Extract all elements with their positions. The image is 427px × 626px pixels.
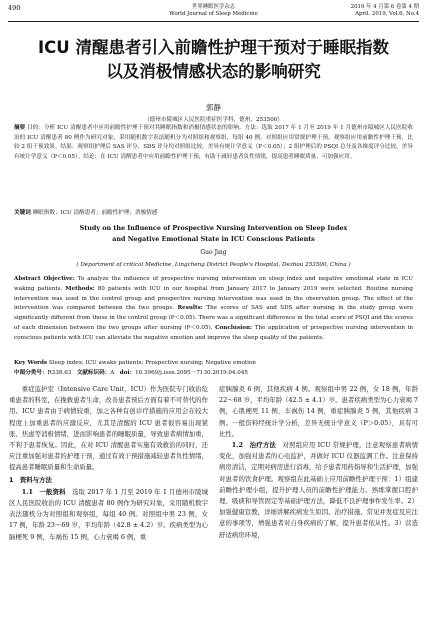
paper-title	[0, 36, 427, 84]
keywords-en-label: Key Words	[14, 360, 48, 366]
issue-date-cn: 2019 年 4 月第 6 卷第 4 期	[350, 4, 419, 10]
objective-label: Objective:	[43, 276, 75, 282]
journal-name-cn: 世界睡眠医学杂志	[191, 4, 236, 10]
classification-line	[14, 369, 413, 379]
results-text: The scores of SAS and SDS after nursing in the study group were significantly different from those in the control group (P＜0.05). There was a significant difference in the total score of PSQI and the scores of each dimension between the two groups after nursing (P＜0.05).	[14, 305, 414, 331]
english-title	[0, 223, 427, 245]
keywords-en	[14, 359, 413, 369]
clc-label: 中图分类号：	[14, 370, 48, 376]
journal-name-en: World Journal of Sleep Medicine	[169, 11, 258, 17]
english-author: Guo Jing	[200, 249, 227, 256]
body-column-left	[9, 384, 208, 543]
issue-date-en: April. 2019, Vol.6, No.4	[355, 11, 419, 17]
conclusion-text: The application of prospective nursing intervention in conscious patients with ICU can alleviate the negative emotion and improve the sleep quality of the patients.	[14, 324, 414, 341]
methods-text: 80 patients with ICU in our hospital from January 2017 to January 2019 were selected. Routine nursing intervention was used in the control group and prospective nursing intervention was used in the observation group. The effect of the intervention was compared between the two groups.	[14, 285, 413, 312]
keywords-cn	[14, 209, 413, 219]
objective-text: To analyze the influence of prospective nursing intervention on sleep index and negative emotional state in ICU waking patients.	[14, 276, 413, 292]
keywords-cn-label: 关键词	[14, 210, 31, 216]
keywords-cn-text: 睡眠指数；ICU 清醒患者；前瞻性护理；消极情感	[32, 210, 158, 216]
author: 郭静	[206, 103, 221, 112]
body-column-right	[219, 384, 418, 541]
methods-body-text: 对照组应用 ICU 常规护理，注意观察患者病情变化，加强对患者的心电监护，并做好 ICU 仪器监测工作。注意保持病房清洁，定期对病房进行消毒，给予患者用药指导和生活护理，加强对患者的饮食护理。观察组在此基础上应用前瞻性护理干预：1）组建前瞻性护理小组，提升护理人员的前瞻性护理能力。熟练掌握口腔护理、吸痰和导管固定等基础护理方法，降低不良护理事件发生率。2）加强健康宣教，详细讲解疾病发生原因、治疗措施、常见并发症及应注意的事项等，增强患者对自身疾病的了解，提升患者依从性。3）营造舒适病房环境，	[219, 441, 418, 539]
abstract-en-label: Abstract	[14, 276, 41, 282]
doi-value: 10.3969/j.issn.2095－7130.2019.04.045	[135, 370, 248, 376]
english-title-line-2: and Negative Emotional State in ICU Conscious Patients	[112, 235, 315, 243]
methods-paragraph	[219, 440, 418, 541]
intro-paragraph: 重症监护室（Intensive Care Unit，ICU）作为医院专门收治危重患者的科室，在挽救患者生命，改善患者预后方面有着不可替代的作用。ICU 患者由于病情较重，加之各种有创诊疗措施的应用会在较大程度上加重患者的应激反应，尤其是清醒的 ICU 患者很容易出现紧张、焦虑等消极情绪，进而影响患者的睡眠质量，导致患者病情加重，不利于患者恢复。因此，在对 ICU 清醒患者实施有效救治的同时，还应注重加强对患者的护理干预，通过有效干预措施减轻患者负性情绪，提高患者睡眠质量和生命质量。	[9, 385, 208, 472]
doc-code-label: 文献标识码：	[76, 370, 111, 376]
doc-code-value: A	[110, 370, 115, 376]
title-line-1: ICU 清醒患者引入前瞻性护理干预对于睡眠指数	[38, 38, 389, 57]
issue-info	[351, 4, 419, 18]
general-info-text: 选取 2017 年 1 月至 2019 年 1 月德州市陵城区人民医院收治的 ICU 清醒患者 80 例作为研究对象，采用随机数字表法随机分为对照组和观察组，每组 40 例。对照组中男 23 例，女 17 例，年龄 23～69 岁，平均年龄（42.8 ± 4.2）岁。疾病类型为心脑梗死 9 例，车祸伤 15 例，心力衰竭 6 例，重	[9, 487, 208, 541]
doi-label: doi：	[119, 370, 136, 376]
keywords-en-text: Sleep index; ICU awake patients; Prospective nursing; Negative emotion	[48, 360, 256, 366]
affiliation: （德州市陵城区人民医院重症医学科，德州，253500）	[144, 117, 283, 123]
title-line-2: 以及消极情感状态的影响研究	[106, 62, 321, 81]
abstract-en	[14, 275, 413, 344]
section-heading-1-1: 1.1 一般资料	[21, 487, 66, 496]
clc-value: R338.63	[47, 370, 72, 376]
section-heading-1: 1 资料与方法	[9, 475, 52, 484]
english-title-line-1: Study on the Influence of Prospective Nursing Intervention on Sleep Index	[79, 224, 348, 232]
general-info-paragraph	[9, 487, 208, 543]
abstract-cn-text: 目的：分析 ICU 清醒患者中应用前瞻性护理干预对其睡眠指数和消极情感状态的影响。方法：选取 2017 年 1 月至 2019 年 1 月德州市陵城区人民医院收治的 ICU 清醒患者 80 例作为研究对象，采用随机数字表法随机分为对照组和观察组，每组 40 例。对照组应用常规护理干预，观察组应用前瞻性护理干预，比较 2 组干预效果。结果：观察组护理后 SAS 评分、SDS 评分均对照组比较，差异有统计学意义（P＜0.05）；2 组护理后的 PSQI 总分及各维度评分比较，差异有统计学意义（P＜0.05）。结论：在 ICU 清醒患者中应用前瞻性护理干预，有助于减轻患者负性情绪，提高患者睡眠质量，可加强应用。	[14, 125, 413, 160]
english-affiliation: ( Department of critical Medicine, Lingcheng District People's Hospital, Dezhou 253500, China )	[76, 262, 351, 268]
abstract-cn-label: 摘要	[14, 125, 26, 131]
header-rule	[8, 21, 419, 22]
results-label: Results:	[177, 305, 203, 312]
methods-label: Methods:	[65, 285, 95, 292]
abstract-cn	[14, 124, 413, 162]
section-heading-1-2: 1.2 治疗方法	[231, 441, 276, 450]
conclusion-label: Conclusion:	[215, 324, 253, 331]
page-number: 490	[8, 4, 21, 12]
continued-paragraph: 症胰腺炎 6 例，其他疾病 4 例。观察组中男 22 例，女 18 例，年龄 22～68 岁，平均年龄（42.5 ± 4.1）岁。患者疾病类型为心力衰竭 7 例，心肌梗死 11 例，车祸伤 14 例，重症胰腺炎 5 例，其他疾病 3 例。一般资料经统计学分析，差异无统计学意义（P＞0.05），具有可比性。	[219, 385, 418, 438]
